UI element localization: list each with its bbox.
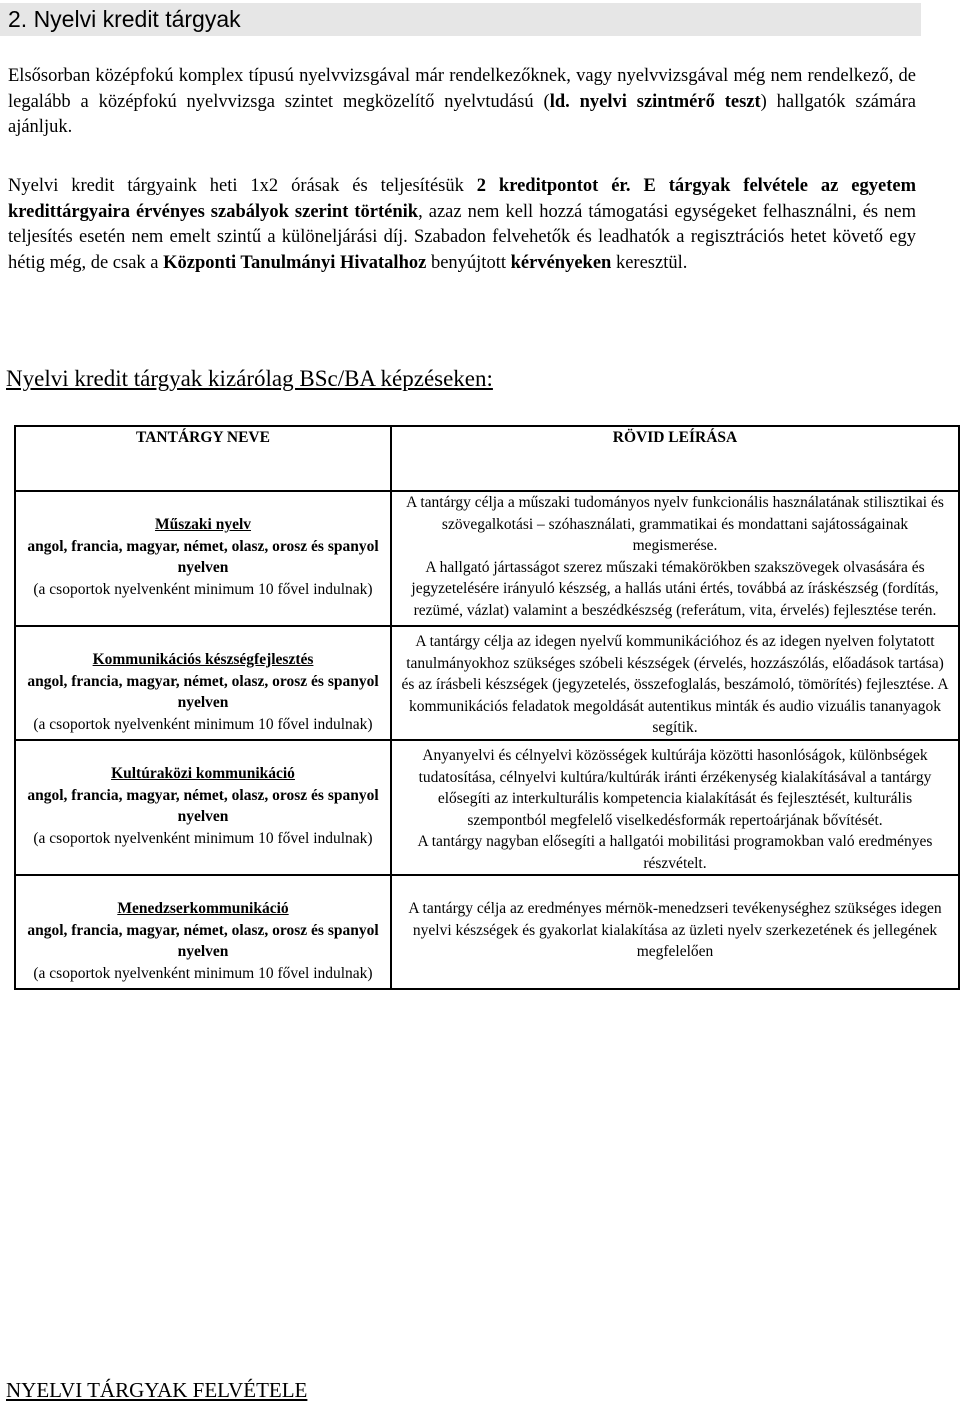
- p2-text-e: benyújtott: [426, 252, 511, 273]
- p2-text-g: keresztül.: [611, 252, 688, 273]
- section-title: 2. Nyelvi kredit tárgyak: [8, 6, 241, 32]
- course-name: Kommunikációs készségfejlesztés: [92, 651, 314, 668]
- course-description-cell: [391, 626, 959, 740]
- course-languages: angol, francia, magyar, német, olasz, orosz és spanyol nyelven: [27, 672, 379, 711]
- course-description: Anyanyelvi és célnyelvi közösségek kultúrája közötti hasonlóságok, különbségek tudatosítása, célnyelvi kultúra/kultúrák iránti érzékenység kialakításával a tantárgy elősegíti az interkulturális kompetencia kialakítását és fejlesztését, kulturális szempontból megfelelő viselkedésformák repertoárjának bővítését.: [418, 747, 932, 829]
- course-name: Menedzserkommunikáció: [117, 900, 289, 917]
- footer-title: NYELVI TÁRGYAK FELVÉTELE: [6, 1378, 308, 1402]
- course-note: (a csoportok nyelvenként minimum 10 fővel indulnak): [33, 580, 373, 598]
- courses-table: [14, 425, 960, 990]
- course-description-cell: [391, 491, 959, 626]
- header-course-name: TANTÁRGY NEVE: [15, 426, 391, 491]
- table-title: Nyelvi kredit tárgyak kizárólag BSc/BA képzéseken:: [6, 366, 493, 391]
- header-description: RÖVID LEÍRÁSA: [391, 426, 959, 491]
- p1-text-a: Elsősorban középfokú komplex típusú nyelvvizsgával már rendelkezőknek, vagy nyelvvizsgával még nem rendelkező, de legalább a középfokú nyelvvizsga szintet megközelítő nyelvtudású (: [8, 66, 916, 112]
- p1-text-b: ld. nyelvi szintmérő teszt: [549, 91, 761, 112]
- table-header-row: [15, 426, 959, 491]
- course-languages: angol, francia, magyar, német, olasz, orosz és spanyol nyelven: [27, 537, 379, 576]
- course-description-cell: [391, 875, 959, 989]
- course-description-extra: A hallgató jártasságot szerez műszaki témakörökben szakszövegek olvasására és jegyzetelésére irányuló készség, a hallás utáni értés, továbbá az íráskészség (fordítás, rezümé, vázlat) valamint a beszédkészség (referátum, vita, érvelés) fejlesztése terén.: [411, 558, 939, 619]
- section-heading-bar: [0, 3, 921, 36]
- p2-text-d: Központi Tanulmányi Hivatalhoz: [163, 252, 427, 273]
- course-languages: angol, francia, magyar, német, olasz, orosz és spanyol nyelven: [27, 786, 379, 825]
- p2-text-a: Nyelvi kredit tárgyaink heti 1x2 órásak és teljesítésük: [8, 176, 477, 196]
- course-name-cell: [15, 740, 391, 875]
- course-description: A tantárgy célja az idegen nyelvű kommunikációhoz és az idegen nyelven folytatott tanulmányokhoz szükséges szóbeli készségek (érvelés, hozzászólás, előadások tartása) és az írásbeli készségek (jegyzetelés, összefoglalás, beszámoló, tömörítés) fejlesztése. A kommunikációs feladatok megoldását autentikus minták és audio vizuális tananyagok segítik.: [401, 633, 949, 736]
- course-description: A tantárgy célja a műszaki tudományos nyelv funkcionális használatának stilisztikai és szövegalkotási – szóhasználati, grammatikai és mondattani sajátosságainak megismerése.: [406, 494, 944, 554]
- table-row: [15, 875, 959, 989]
- course-languages: angol, francia, magyar, német, olasz, orosz és spanyol nyelven: [27, 921, 379, 960]
- course-description-cell: [391, 740, 959, 875]
- course-name-cell: [15, 875, 391, 989]
- table-row: [15, 626, 959, 740]
- course-note: (a csoportok nyelvenként minimum 10 fővel indulnak): [33, 964, 373, 982]
- course-name: Kultúraközi kommunikáció: [111, 765, 295, 782]
- course-description: A tantárgy célja az eredményes mérnök-menedzseri tevékenységhez szükséges idegen nyelvi készségek és gyakorlat kialakítása az üzleti nyelv szerkezetének és jellegének megfelelően: [408, 900, 942, 960]
- course-note: (a csoportok nyelvenként minimum 10 fővel indulnak): [33, 829, 373, 847]
- table-row: [15, 491, 959, 626]
- p2-text-b: 2 kreditpontot ér. E tárgyak felvétele az egyetem kredittárgyaira érvényes szabályok szerint történik: [8, 176, 916, 222]
- course-name: Műszaki nyelv: [154, 516, 252, 533]
- course-note: (a csoportok nyelvenként minimum 10 fővel indulnak): [33, 715, 373, 733]
- p2-text-c: , azaz nem kell hozzá támogatási egységeket felhasználni, és nem teljesítés esetén nem emelt szintű a különeljárási díj. Szabadon felvehetők és leadhatók a regisztrációs hetet követő egy hétig még, de csak a: [8, 201, 916, 273]
- p2-text-f: kérvényeken: [510, 252, 612, 273]
- intro-paragraph-1: [8, 64, 916, 141]
- course-name-cell: [15, 626, 391, 740]
- course-description-extra: A tantárgy nagyban elősegíti a hallgatói mobilitási programokban való eredményes részvételt.: [417, 833, 933, 872]
- intro-paragraph-2: [8, 174, 916, 276]
- p1-text-c: ) hallgatók számára ajánljuk.: [8, 91, 916, 137]
- table-row: [15, 740, 959, 875]
- course-name-cell: [15, 491, 391, 626]
